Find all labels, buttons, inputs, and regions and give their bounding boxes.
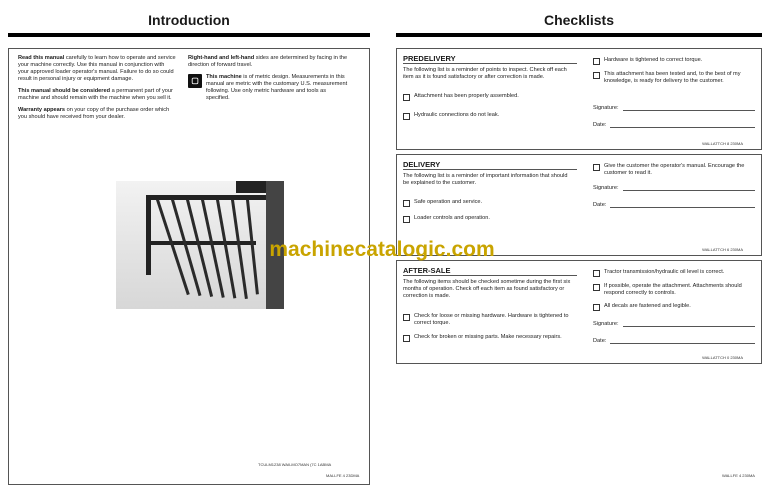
checklist-item[interactable]: All decals are fastened and legible. (593, 303, 757, 311)
paragraph-read-manual: Read this manual carefully to learn how to operate and service your machine correctly. Use this manual in conjunction with your approved loader operator's manual. Failure to do so could result in personal injury or equipment damage. (18, 55, 176, 82)
checklist-item[interactable]: Tractor transmission/hydraulic oil level is correct. (593, 269, 757, 277)
title-rule (8, 33, 370, 37)
checkbox[interactable] (593, 284, 600, 291)
title-rule (396, 33, 762, 37)
date-field[interactable]: Date: (593, 337, 755, 344)
metric-text: This machine is of metric design. Measurements in this manual are metric with the customary U.S. measurement following. Use only metric hardware and tools as specified. (206, 74, 348, 101)
aftersale-intro: The following items should be checked sometime during the first six months of operation. Check off each item as found satisfactory or correction is made. (403, 279, 571, 299)
checklist-item[interactable]: Give the customer the operator's manual. Encourage the customer to read it. (593, 163, 757, 177)
page-title-checklists: Checklists (543, 12, 615, 28)
watermark: machinecatalogic.com (269, 238, 495, 261)
checklist-item[interactable]: Hydraulic connections do not leak. (403, 112, 573, 120)
checklist-item[interactable]: This attachment has been tested and, to the best of my knowledge, is ready for delivery to the customer. (593, 71, 757, 85)
signature-field[interactable]: Signature: (593, 104, 755, 111)
checklist-item[interactable]: Check for loose or missing hardware. Hardware is tightened to correct torque. (403, 313, 573, 327)
checkbox[interactable] (593, 270, 600, 277)
signature-field[interactable]: Signature: (593, 184, 755, 191)
checklist-item[interactable]: Check for broken or missing parts. Make necessary repairs. (403, 334, 573, 342)
aftersale-title: AFTER-SALE (403, 266, 451, 275)
checklist-item[interactable]: Attachment has been properly assembled. (403, 93, 573, 101)
checkbox[interactable] (403, 113, 410, 120)
section-code: WALLATTCH 0 230MA (702, 355, 743, 360)
intro-column-2 (188, 55, 348, 102)
left-page-footer: MALLFE 4 23DMA (326, 473, 360, 478)
checklist-item[interactable]: If possible, operate the attachment. Attachments should respond correctly to controls. (593, 283, 757, 297)
aftersale-checklist (396, 260, 762, 364)
metric-note (188, 74, 348, 102)
date-field[interactable]: Date: (593, 201, 755, 208)
checkbox[interactable] (403, 335, 410, 342)
paragraph-sides: Right-hand and left-hand sides are determined by facing in the direction of forward travel. (188, 55, 348, 68)
intro-column-1 (18, 55, 176, 126)
section-code: WALLATTCH 6 230MA (702, 247, 743, 252)
paragraph-warranty: Warranty appears on your copy of the purchase order which you should have received from your dealer. (18, 107, 170, 120)
predelivery-title: PREDELIVERY (403, 54, 456, 63)
delivery-intro: The following list is a reminder of important information that should be explained to the customer. (403, 173, 568, 186)
checkbox[interactable] (593, 72, 600, 79)
delivery-title: DELIVERY (403, 160, 441, 169)
checkbox[interactable] (403, 94, 410, 101)
checklist-item[interactable]: Safe operation and service. (403, 199, 573, 207)
checkbox[interactable] (593, 304, 600, 311)
manual-book-icon: ▢ (188, 74, 202, 88)
checkbox[interactable] (403, 216, 410, 223)
checkbox[interactable] (403, 314, 410, 321)
checkbox[interactable] (593, 58, 600, 65)
grapple-fork-photo (116, 181, 284, 309)
paragraph-permanent-part: This manual should be considered a permanent part of your machine and should remain with the machine when you sell it. (18, 88, 173, 101)
signature-field[interactable]: Signature: (593, 320, 755, 327)
checkbox[interactable] (403, 200, 410, 207)
date-field[interactable]: Date: (593, 121, 755, 128)
page-title-introduction: Introduction (148, 12, 230, 28)
right-page-footer: WALLFE 4 230MA (722, 473, 755, 478)
left-page-code: TCULM1238 WAILMO7MAN (7C 1ABMA (258, 462, 332, 467)
predelivery-checklist (396, 48, 762, 150)
checkbox[interactable] (593, 164, 600, 171)
checklist-item[interactable]: Loader controls and operation. (403, 215, 573, 223)
section-code: WALLATTCH 8 230MA (702, 141, 743, 146)
predelivery-intro: The following list is a reminder of points to inspect. Check off each item as it is found satisfactory or after correction is made. (403, 67, 567, 80)
checklist-item[interactable]: Hardware is tightened to correct torque. (593, 57, 757, 65)
